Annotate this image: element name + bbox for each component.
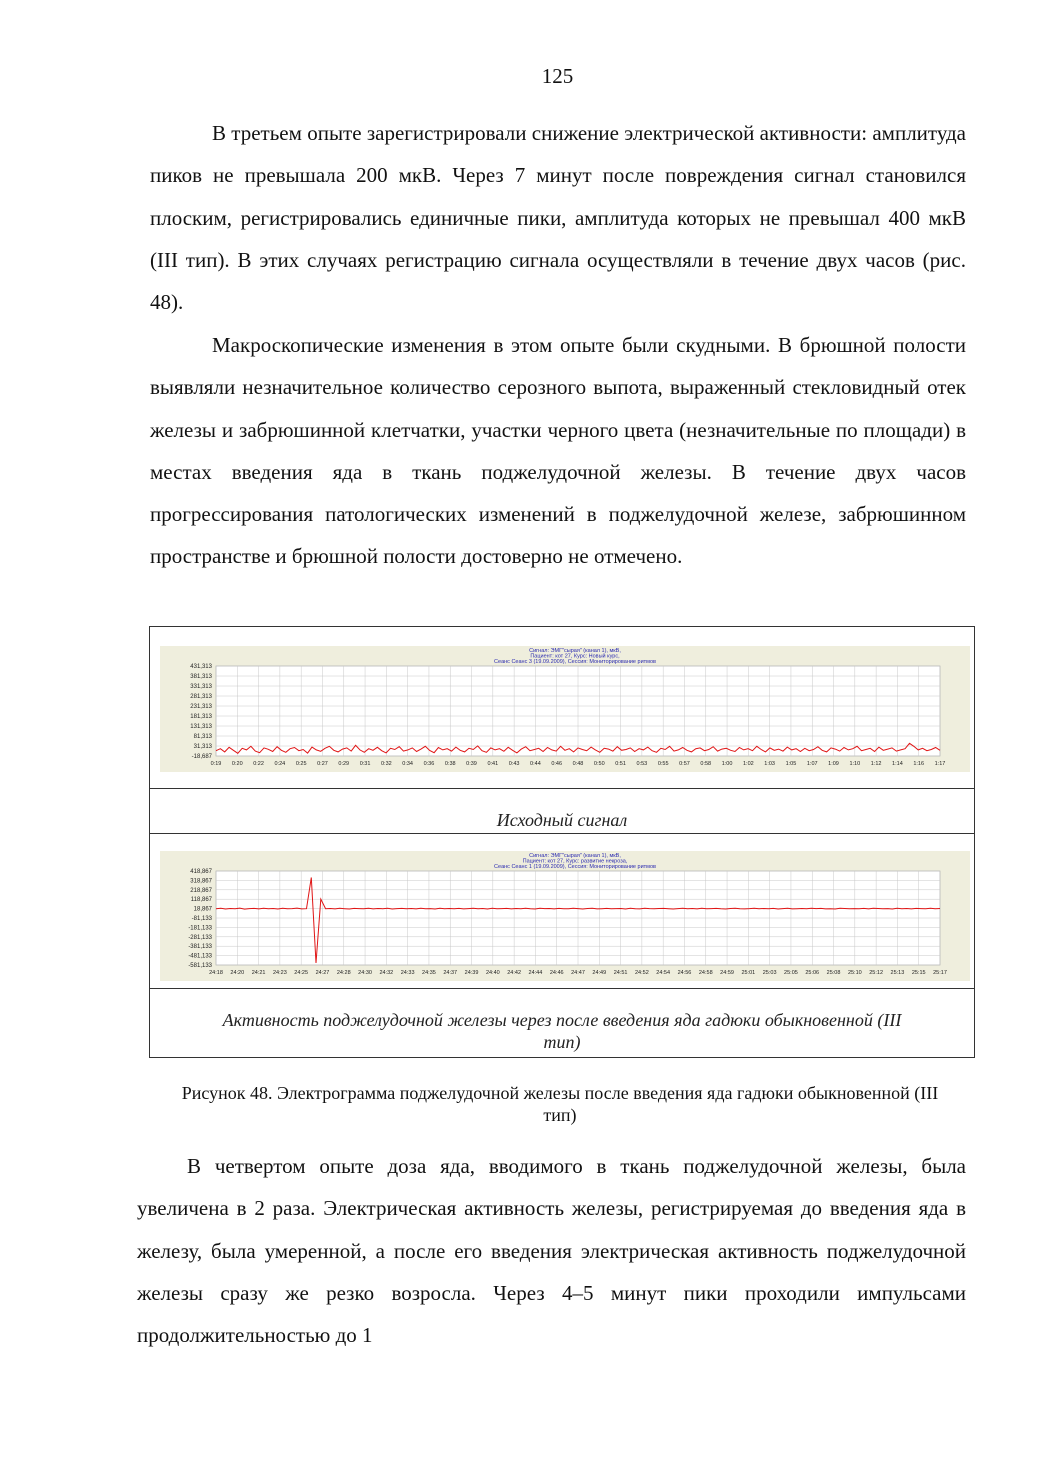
x-tick-label: 0:43 <box>508 761 520 767</box>
y-tick-label: -281,133 <box>188 934 212 941</box>
y-tick-label: 218,867 <box>190 887 212 894</box>
chart-header-line: Пациент: кот 27, Курс: развитие некроза, <box>522 858 628 865</box>
y-tick-label: 431,313 <box>190 664 212 670</box>
chart-header-line: Сеанс Сеанс 3 (19.09.2009), Сессия: Мониторирование ритмов <box>494 659 656 665</box>
y-tick-label: 18,867 <box>193 906 212 913</box>
y-tick-label: 181,313 <box>190 714 212 720</box>
y-tick-label: 231,313 <box>190 704 212 710</box>
x-tick-label: 25:13 <box>890 970 905 976</box>
x-tick-label: 25:12 <box>869 970 884 976</box>
x-tick-label: 24:52 <box>634 970 649 976</box>
x-tick-label: 0:48 <box>572 761 584 767</box>
emg-chart-2-svg <box>160 851 970 981</box>
x-tick-label: 0:20 <box>231 761 243 767</box>
x-tick-label: 24:33 <box>400 970 415 976</box>
x-tick-label: 0:41 <box>487 761 499 767</box>
emg-chart-1 <box>160 646 970 772</box>
y-tick-label: 131,313 <box>190 724 212 730</box>
chart-2-caption-cell <box>150 989 974 1057</box>
x-tick-label: 24:27 <box>315 970 330 976</box>
x-tick-label: 1:14 <box>892 761 903 767</box>
paragraph-3-text: В четвертом опыте доза яда, вводимого в ткань поджелудочной железы, была увеличена в 2 раза. Электрическая активность железы, регистрируемая до введения яда в железу, была умеренной, а после его введения электрическая активность поджелудочной железы сразу же резко возросла. Через 4–5 минут пики проходили импульсами продолжительностью до 1 <box>137 1154 966 1348</box>
x-tick-label: 0:36 <box>423 761 435 767</box>
paragraph-2 <box>150 324 966 578</box>
paragraph-1-text: В третьем опыте зарегистрировали снижение электрической активности: амплитуда пиков не превышала 200 мкВ. Через 7 минут после повреждения сигнал становился плоским, регистрировались единичные пики, амплитуда которых не превышал 400 мкВ (III тип). В этих случаях регистрацию сигнала осуществляли в течение двух часов (рис. 48). <box>150 121 966 315</box>
x-tick-label: 1:12 <box>870 761 882 767</box>
x-tick-label: 0:22 <box>253 761 264 767</box>
page-number: 125 <box>541 64 574 88</box>
x-tick-label: 0:58 <box>700 761 712 767</box>
x-tick-label: 24:20 <box>230 970 245 976</box>
x-tick-label: 24:32 <box>379 970 394 976</box>
x-tick-label: 24:28 <box>336 970 351 976</box>
x-tick-label: 25:06 <box>805 970 820 976</box>
x-tick-label: 24:37 <box>443 970 458 976</box>
y-tick-label: -81,133 <box>191 916 212 922</box>
x-tick-label: 25:17 <box>933 970 947 976</box>
chart-1-cell <box>150 627 974 789</box>
x-tick-label: 24:21 <box>251 970 266 976</box>
x-tick-label: 24:30 <box>358 970 372 976</box>
x-tick-label: 24:58 <box>698 970 713 976</box>
paragraph-2-text: Макроскопические изменения в этом опыте были скудными. В брюшной полости выявляли незначительное количество серозного выпота, выраженный стекловидный отек железы и забрюшинной клетчатки, участки черного цвета (незначительные по площади) в местах введения яда в ткань поджелудочной железы. В течение двух часов прогрессирования патологических изменений в поджелудочной железе, забрюшинном пространстве и брюшной полости достоверно не отмечено. <box>150 333 966 569</box>
x-tick-label: 25:15 <box>911 970 926 976</box>
y-tick-label: 281,313 <box>190 694 212 700</box>
y-tick-label: -381,133 <box>188 944 212 951</box>
x-tick-label: 24:59 <box>720 970 734 976</box>
x-tick-label: 1:02 <box>742 761 754 767</box>
x-tick-label: 24:42 <box>507 970 522 976</box>
chart-header-line: Сигнал: ЭМГ"сырая" (канал 1), мкВ, <box>529 853 621 859</box>
x-tick-label: 24:18 <box>209 970 223 976</box>
figure-table <box>149 626 975 1058</box>
y-tick-label: -181,133 <box>188 925 212 932</box>
x-tick-label: 0:31 <box>359 761 371 767</box>
emg-chart-2 <box>160 851 970 981</box>
paragraph-3 <box>137 1145 966 1356</box>
y-tick-label: 118,867 <box>190 897 212 904</box>
x-tick-label: 25:01 <box>741 970 756 976</box>
chart-header-line: Сигнал: ЭМГ"сырая" (канал 1), мкВ, <box>529 648 621 654</box>
x-tick-label: 0:53 <box>636 761 648 767</box>
x-tick-label: 1:09 <box>828 761 839 767</box>
x-tick-label: 24:25 <box>294 970 309 976</box>
x-tick-label: 0:38 <box>444 761 456 767</box>
x-tick-label: 0:51 <box>615 761 626 767</box>
x-tick-label: 1:10 <box>849 761 861 767</box>
x-tick-label: 24:44 <box>528 970 543 976</box>
y-tick-label: -581,133 <box>188 963 212 969</box>
x-tick-label: 0:29 <box>338 761 350 767</box>
x-tick-label: 24:51 <box>613 970 628 976</box>
x-tick-label: 1:16 <box>913 761 925 767</box>
x-tick-label: 24:54 <box>656 970 671 976</box>
x-tick-label: 24:40 <box>485 970 500 976</box>
x-tick-label: 1:00 <box>721 761 733 767</box>
x-tick-label: 0:44 <box>530 761 541 767</box>
emg-chart-1-svg <box>160 646 970 772</box>
y-tick-label: 331,313 <box>190 684 212 690</box>
x-tick-label: 24:56 <box>677 970 692 976</box>
x-tick-label: 24:46 <box>549 970 564 976</box>
x-tick-label: 24:39 <box>464 970 479 976</box>
x-tick-label: 24:47 <box>571 970 585 976</box>
x-tick-label: 0:55 <box>657 761 669 767</box>
x-tick-label: 0:50 <box>593 761 605 767</box>
x-tick-label: 0:32 <box>380 761 392 767</box>
x-tick-label: 0:57 <box>679 761 690 767</box>
chart-header-line: Пациент: кот 27, Курс: Новый курс, <box>530 653 620 660</box>
x-tick-label: 1:05 <box>785 761 797 767</box>
figure-caption: Рисунок 48. Электрограмма поджелудочной железы после введения яда гадюки обыкновенной (III тип) <box>181 1083 939 1125</box>
x-tick-label: 24:49 <box>592 970 607 976</box>
x-tick-label: 0:27 <box>317 761 328 767</box>
x-tick-label: 25:03 <box>762 970 777 976</box>
x-tick-label: 25:08 <box>826 970 841 976</box>
y-tick-label: 418,867 <box>190 869 212 875</box>
chart-1-caption: Исходный сигнал <box>496 810 628 830</box>
y-tick-label: 381,313 <box>190 674 212 680</box>
x-tick-label: 0:46 <box>551 761 563 767</box>
y-tick-label: -481,133 <box>188 953 212 960</box>
y-tick-label: 31,313 <box>193 744 212 750</box>
x-tick-label: 1:07 <box>806 761 818 767</box>
x-tick-label: 0:39 <box>466 761 477 767</box>
paragraph-1 <box>150 112 966 323</box>
x-tick-label: 0:34 <box>402 761 414 767</box>
x-tick-label: 24:23 <box>272 970 287 976</box>
chart-2-caption: Активность поджелудочной железы через после введения яда гадюки обыкновенной (III тип) <box>222 1010 902 1052</box>
x-tick-label: 25:05 <box>784 970 798 976</box>
x-tick-label: 1:03 <box>764 761 776 767</box>
chart-1-caption-cell <box>150 789 974 834</box>
y-tick-label: 318,867 <box>190 878 212 885</box>
y-tick-label: 81,313 <box>193 734 212 740</box>
chart-2-cell <box>150 834 974 989</box>
x-tick-label: 1:17 <box>934 761 946 767</box>
x-tick-label: 0:24 <box>274 761 286 767</box>
x-tick-label: 24:35 <box>422 970 436 976</box>
y-tick-label: -18,687 <box>191 754 212 760</box>
x-tick-label: 0:25 <box>295 761 307 767</box>
x-tick-label: 0:19 <box>210 761 222 767</box>
x-tick-label: 25:10 <box>847 970 862 976</box>
chart-header-line: Сеанс Сеанс 1 (19.09.2009), Сессия: Мониторирование ритмов <box>494 864 656 870</box>
